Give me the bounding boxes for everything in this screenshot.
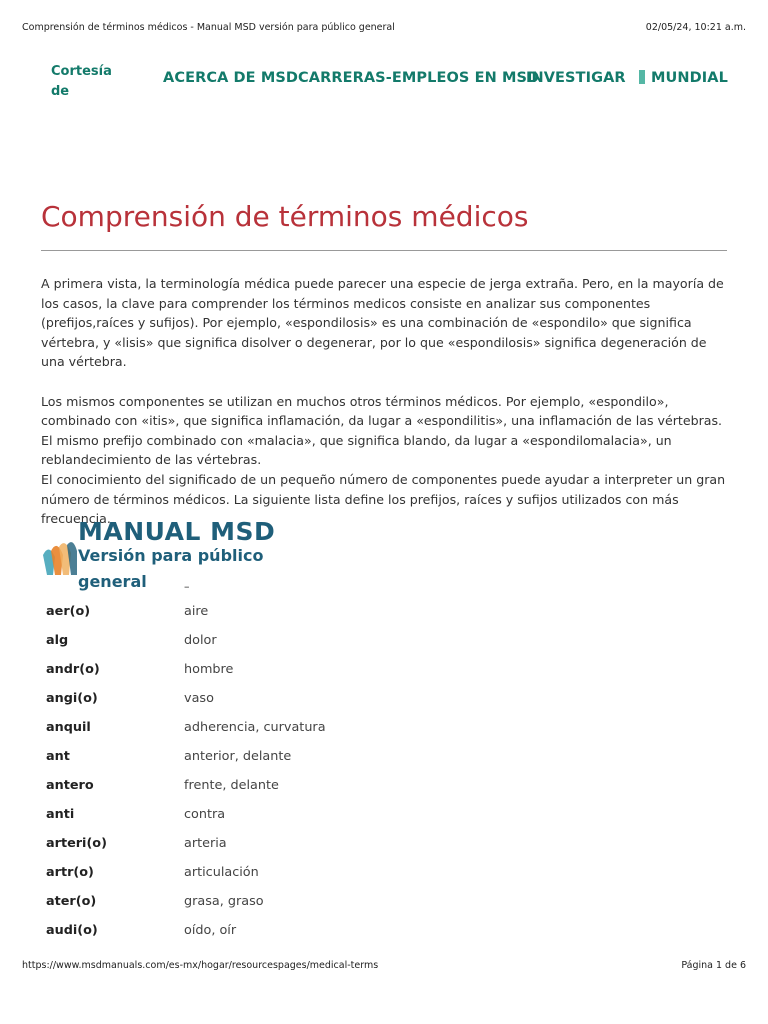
- term: arteri(o): [46, 836, 107, 851]
- term-definition: articulación: [184, 865, 259, 880]
- nav-link-global-label: MUNDIAL: [651, 70, 728, 86]
- nav-link-careers[interactable]: CARRERAS-EMPLEOS EN MSD: [298, 70, 540, 86]
- term-row: [46, 830, 546, 859]
- term: alg: [46, 633, 69, 648]
- print-header: [22, 22, 746, 36]
- intro-paragraph-2: Los mismos componentes se utilizan en muchos otros términos médicos. Por ejemplo, «espondilo», combinado con «itis», que significa inflamación, da lugar a «espondilitis», una inflamación de las vértebras. El mismo prefijo combinado con «malacia», que significa blando, da lugar a «espondilomalacia», un reblandecimiento de las vértebras.: [41, 393, 723, 468]
- term-row: [46, 772, 546, 801]
- term-definition: dolor: [184, 633, 217, 648]
- term-definition: contra: [184, 807, 226, 822]
- logo-title: MANUAL MSD: [78, 517, 276, 546]
- print-page-number: Página 1 de 6: [681, 960, 746, 971]
- term: angi(o): [46, 691, 98, 706]
- term-row: [46, 685, 546, 714]
- print-page-title: Comprensión de términos médicos - Manual MSD versión para público general: [22, 22, 395, 33]
- term-definition: hombre: [184, 662, 234, 677]
- globe-icon: [639, 70, 645, 84]
- nav-link-research[interactable]: INVESTIGAR: [526, 70, 626, 86]
- intro-text: [41, 274, 731, 529]
- term: anquil: [46, 720, 91, 735]
- term-definition: arteria: [184, 836, 227, 851]
- term-definition: grasa, graso: [184, 894, 264, 909]
- term: ater(o): [46, 894, 97, 909]
- page-title: Comprensión de términos médicos: [41, 200, 529, 233]
- term-row: [46, 917, 546, 946]
- term-row: [46, 656, 546, 685]
- term: antero: [46, 778, 94, 793]
- dash-mark: –: [184, 580, 190, 593]
- title-divider: [41, 250, 727, 251]
- nav-link-global[interactable]: [639, 70, 728, 86]
- term-definition: adherencia, curvatura: [184, 720, 326, 735]
- term-row: [46, 627, 546, 656]
- term: artr(o): [46, 865, 94, 880]
- term-row: [46, 859, 546, 888]
- top-navigation: [51, 62, 738, 102]
- term: audi(o): [46, 923, 98, 938]
- print-url: https://www.msdmanuals.com/es-mx/hogar/resourcespages/medical-terms: [22, 960, 379, 971]
- term-row: [46, 743, 546, 772]
- term-definition: oído, oír: [184, 923, 237, 938]
- msd-manual-logo: [41, 517, 281, 597]
- term: anti: [46, 807, 75, 822]
- print-footer: [22, 960, 746, 974]
- term-row: [46, 801, 546, 830]
- term-row: [46, 888, 546, 917]
- term-definition: aire: [184, 604, 209, 619]
- term: andr(o): [46, 662, 100, 677]
- terms-list: [46, 598, 546, 946]
- print-datetime: 02/05/24, 10:21 a.m.: [645, 22, 746, 33]
- term-row: [46, 714, 546, 743]
- term-definition: frente, delante: [184, 778, 279, 793]
- logo-subtitle: Versión para público general: [78, 546, 264, 591]
- term-definition: vaso: [184, 691, 214, 706]
- nav-link-about-msd[interactable]: ACERCA DE MSD: [163, 70, 299, 86]
- term: ant: [46, 749, 70, 764]
- intro-paragraph-3: El conocimiento del significado de un pequeño número de componentes puede ayudar a interpreter un gran número de términos médicos. La siguiente lista define los prefijos, raíces y sufijos utilizados con más frecuencia.: [41, 471, 726, 527]
- intro-paragraph-1: A primera vista, la terminología médica puede parecer una especie de jerga extraña. Pero, en la mayoría de los casos, la clave para comprender los términos medicos consiste en analizar sus componentes (prefijos,raíces y sufijos). Por ejemplo, «espondilosis» es una combinación de «espondilo» que significa vértebra, y «lisis» que significa disolver o degenerar, por lo que «espondilosis» significa degeneración de una vértebra.: [41, 276, 724, 370]
- term-definition: anterior, delante: [184, 749, 292, 764]
- term-row: [46, 598, 546, 627]
- term: aer(o): [46, 604, 91, 619]
- courtesy-label: Cortesía de: [51, 64, 112, 99]
- msd-logo-icon: [41, 535, 77, 575]
